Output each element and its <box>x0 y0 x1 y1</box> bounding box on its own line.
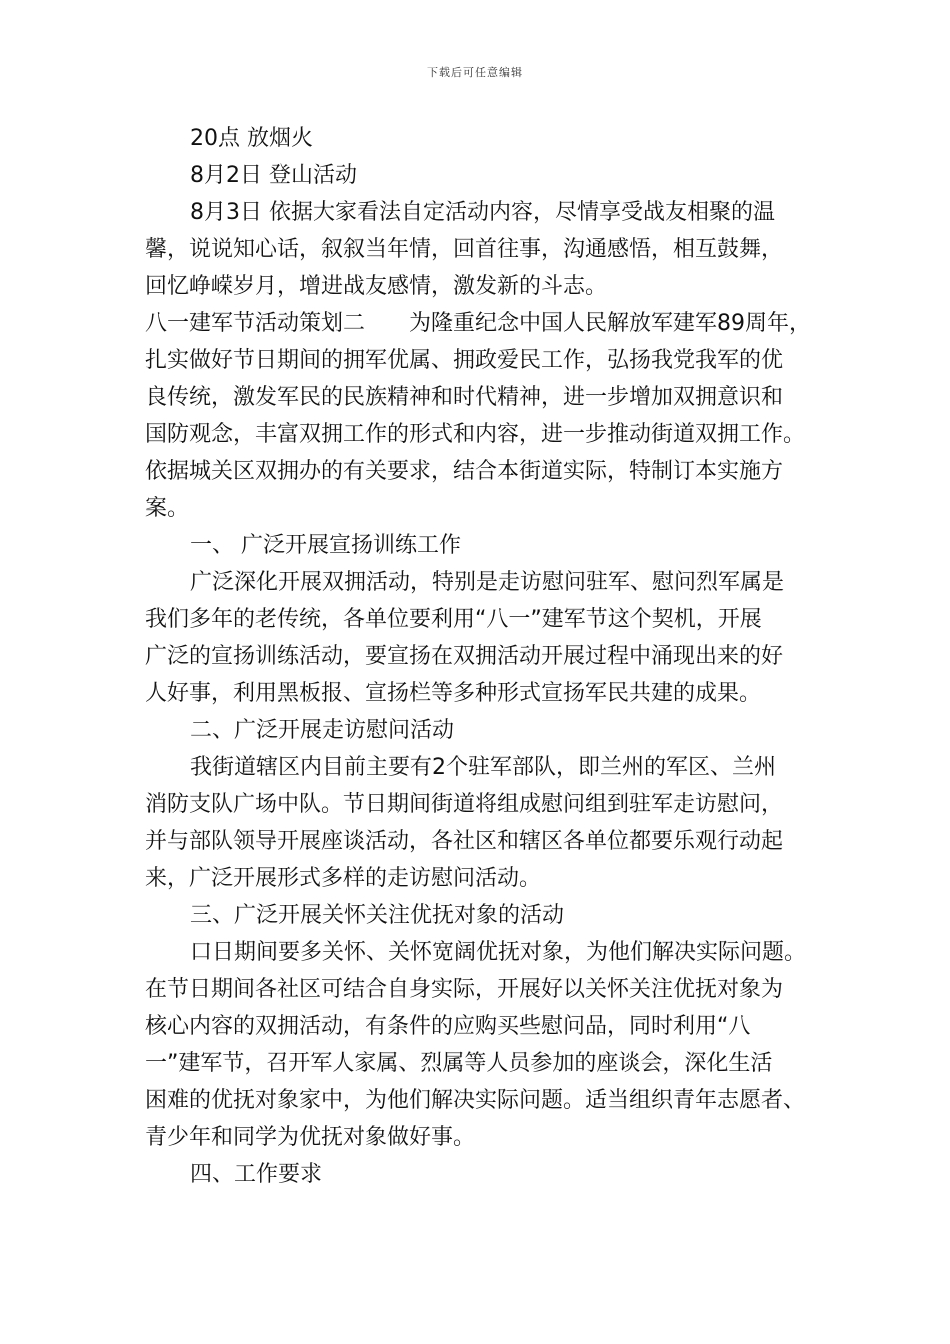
text-line: 广泛深化开展双拥活动，特别是走访慰问驻军、慰问烈军属是 <box>190 570 785 595</box>
text-line: 馨，说说知心话，叙叙当年情，回首往事，沟通感悟，相互鼓舞， <box>145 237 784 262</box>
text-line: 我街道辖区内目前主要有2个驻军部队，即兰州的军区、兰州 <box>190 755 776 780</box>
text-line: 回忆峥嵘岁月，增进战友感情，激发新的斗志。 <box>145 274 608 299</box>
text-line: 广泛的宣扬训练活动，要宣扬在双拥活动开展过程中涌现出来的好 <box>145 644 784 669</box>
text-line: 并与部队领导开展座谈活动，各社区和辖区各单位都要乐观行动起 <box>145 829 784 854</box>
text-line: 8月2日 登山活动 <box>190 163 357 188</box>
text-line: 扎实做好节日期间的拥军优属、拥政爱民工作，弘扬我党我军的优 <box>145 348 784 373</box>
text-line: 20点 放烟火 <box>190 126 313 151</box>
text-line: 消防支队广场中队。节日期间街道将组成慰问组到驻军走访慰问， <box>145 792 784 817</box>
text-line: 来，广泛开展形式多样的走访慰问活动。 <box>145 866 542 891</box>
document-body <box>145 120 825 1193</box>
text-line: 在节日期间各社区可结合自身实际，开展好以关怀关注优抚对象为 <box>145 977 784 1002</box>
section-title-line: 八一建军节活动策划二 为隆重纪念中国人民解放军建军89周年， <box>145 311 811 336</box>
text-line: 8月3日 依据大家看法自定活动内容，尽情享受战友相聚的温 <box>190 200 775 225</box>
page-header-note: 下载后可任意编辑 <box>427 66 523 79</box>
text-line: 青少年和同学为优抚对象做好事。 <box>145 1125 476 1150</box>
section-heading: 四、工作要求 <box>190 1162 323 1187</box>
text-line: 依据城关区双拥办的有关要求，结合本街道实际，特制订本实施方 <box>145 459 784 484</box>
text-line: 良传统，激发军民的民族精神和时代精神，进一步增加双拥意识和 <box>145 385 784 410</box>
text-line: 人好事，利用黑板报、宣扬栏等多种形式宣扬军民共建的成果。 <box>145 681 762 706</box>
text-line: 案。 <box>145 496 190 521</box>
text-line: 核心内容的双拥活动，有条件的应购买些慰问品，同时利用“八 <box>145 1014 751 1039</box>
text-line: 我们多年的老传统，各单位要利用“八一”建军节这个契机，开展 <box>145 607 762 632</box>
section-heading: 一、 广泛开展宣扬训练工作 <box>190 533 461 558</box>
text-line: 口日期间要多关怀、关怀宽阔优抚对象，为他们解决实际问题。 <box>190 940 807 965</box>
section-heading: 二、广泛开展走访慰问活动 <box>190 718 455 743</box>
section-heading: 三、广泛开展关怀关注优抚对象的活动 <box>190 903 565 928</box>
text-line: 国防观念，丰富双拥工作的形式和内容，进一步推动街道双拥工作。 <box>145 422 806 447</box>
text-line: 困难的优抚对象家中，为他们解决实际问题。适当组织青年志愿者、 <box>145 1088 806 1113</box>
text-line: 一”建军节，召开军人家属、烈属等人员参加的座谈会，深化生活 <box>145 1051 773 1076</box>
